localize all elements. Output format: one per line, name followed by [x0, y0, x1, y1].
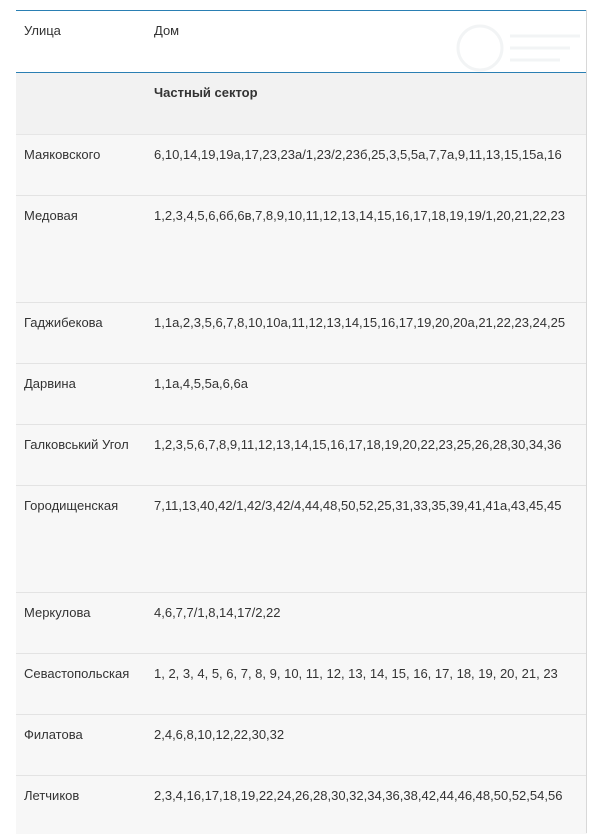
header-house: Дом	[154, 23, 180, 38]
section-title: Частный сектор	[154, 85, 258, 100]
table-row	[16, 196, 587, 303]
houses-cell: 1,2,3,5,6,7,8,9,11,12,13,14,15,16,17,18,19,20,22,23,25,26,28,30,34,36	[154, 437, 562, 452]
table-row	[16, 364, 587, 425]
table-row	[16, 715, 587, 776]
houses-cell: 6,10,14,19,19а,17,23,23а/1,23/2,23б,25,3,5,5а,7,7а,9,11,13,15,15а,16	[154, 147, 562, 162]
street-cell: Дарвина	[24, 376, 76, 391]
street-cell: Меркулова	[24, 605, 91, 620]
table-row	[16, 135, 587, 196]
table-row	[16, 303, 587, 364]
street-cell: Гаджибекова	[24, 315, 103, 330]
street-cell: Филатова	[24, 727, 83, 742]
houses-cell: 2,3,4,16,17,18,19,22,24,26,28,30,32,34,36,38,42,44,46,48,50,52,54,56	[154, 788, 563, 803]
houses-cell: 1,1а,4,5,5а,6,6а	[154, 376, 248, 391]
streets-table	[16, 10, 587, 834]
street-cell: Медовая	[24, 208, 78, 223]
table-row	[16, 425, 587, 486]
section-row	[16, 73, 587, 135]
table-right-edge	[586, 10, 587, 833]
table-row	[16, 776, 587, 834]
houses-cell: 1,1а,2,3,5,6,7,8,10,10а,11,12,13,14,15,16,17,19,20,20а,21,22,23,24,25	[154, 315, 566, 330]
houses-cell: 7,11,13,40,42/1,42/3,42/4,44,48,50,52,25,31,33,35,39,41,41а,43,45,45	[154, 498, 562, 513]
table-row	[16, 654, 587, 715]
street-cell: Летчиков	[24, 788, 80, 803]
section-empty-cell	[16, 73, 154, 134]
street-cell: Городищенская	[24, 498, 119, 513]
houses-cell: 2,4,6,8,10,12,22,30,32	[154, 727, 285, 742]
street-cell: Севастопольская	[24, 666, 130, 681]
table-row	[16, 486, 587, 593]
houses-cell: 1,2,3,4,5,6,6б,6в,7,8,9,10,11,12,13,14,15,16,17,18,19,19/1,20,21,22,23	[154, 208, 565, 223]
street-cell: Галковський Угол	[24, 437, 129, 452]
street-cell: Маяковского	[24, 147, 101, 162]
header-street: Улица	[24, 23, 61, 38]
watermark-logo-icon	[450, 18, 585, 78]
houses-cell: 1, 2, 3, 4, 5, 6, 7, 8, 9, 10, 11, 12, 13, 14, 15, 16, 17, 18, 19, 20, 21, 23	[154, 666, 558, 681]
houses-cell: 4,6,7,7/1,8,14,17/2,22	[154, 605, 281, 620]
table-row	[16, 593, 587, 654]
